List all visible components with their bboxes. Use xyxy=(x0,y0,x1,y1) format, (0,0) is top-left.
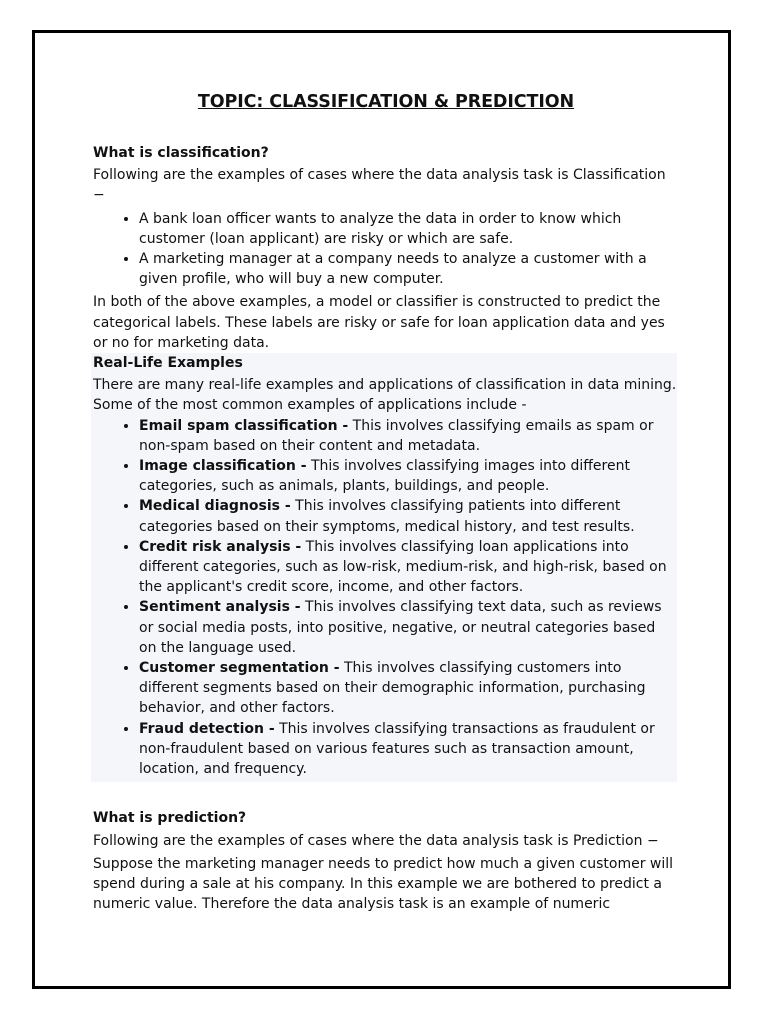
list-item-text: This involves classifying text data, such as reviews or social media posts, into positive, negative, or neutral categories based on the language used. xyxy=(139,599,662,656)
list-item-term: Credit risk analysis - xyxy=(139,538,302,555)
list-item-term: Email spam classification - xyxy=(139,417,349,434)
section-spacer xyxy=(93,782,679,808)
list-item xyxy=(139,496,677,536)
list-item xyxy=(139,456,677,496)
real-life-heading: Real-Life Examples xyxy=(93,355,243,372)
real-life-section xyxy=(91,353,677,782)
list-item-term: Fraud detection - xyxy=(139,720,275,737)
list-item-term: Sentiment analysis - xyxy=(139,599,301,616)
classification-examples-list xyxy=(93,209,679,290)
list-item-text: This involves classifying emails as spam or non-spam based on their content and metadata. xyxy=(139,417,654,454)
list-item-term: Medical diagnosis - xyxy=(139,498,291,515)
prediction-intro: Following are the examples of cases where the data analysis task is Prediction − xyxy=(93,832,659,849)
list-item-term: Customer segmentation - xyxy=(139,660,340,677)
document-body xyxy=(93,90,679,914)
list-item-text: This involves classifying customers into different segments based on their demographic information, purchasing behavior, and other factors. xyxy=(139,660,646,717)
list-item xyxy=(139,597,677,658)
list-item xyxy=(139,537,677,598)
list-item-text: This involves classifying transactions as fraudulent or non-fraudulent based on various features such as transaction amount, location, and frequency. xyxy=(139,720,655,778)
list-item-text: This involves classifying images into different categories, such as animals, plants, buildings, and people. xyxy=(139,458,630,495)
classification-summary: In both of the above examples, a model or classifier is constructed to predict the categorical labels. These labels are risky or safe for loan application data and yes or no for marketing data. xyxy=(93,294,665,351)
list-item: • A bank loan officer wants to analyze the data in order to know which customer (loan applicant) are risky or which are safe. xyxy=(139,209,679,249)
prediction-heading: What is prediction? xyxy=(93,810,247,827)
list-item-text: This involves classifying patients into different categories based on their symptoms, medical history, and test results. xyxy=(139,498,635,535)
real-life-intro: There are many real-life examples and applications of classification in data mining. Some of the most common examples of applications include - xyxy=(93,377,677,414)
list-item-text: This involves classifying loan applications into different categories, such as low-risk, medium-risk, and high-risk, based on the applicant's credit score, income, and other factors. xyxy=(139,538,667,596)
list-item xyxy=(139,416,677,456)
real-life-examples-list xyxy=(93,416,677,780)
classification-intro: Following are the examples of cases where the data analysis task is Classification − xyxy=(93,167,666,204)
list-item xyxy=(139,719,677,780)
list-item: • A marketing manager at a company needs to analyze a customer with a given profile, who will buy a new computer. xyxy=(139,249,679,289)
list-item xyxy=(139,658,677,719)
classification-heading: What is classification? xyxy=(93,145,269,161)
list-item-term: Image classification - xyxy=(139,458,307,475)
prediction-body: Suppose the marketing manager needs to predict how much a given customer will spend during a sale at his company. In this example we are bothered to predict a numeric value. Therefore the data analysis task is an example of numeric xyxy=(93,855,674,913)
page-title: TOPIC: CLASSIFICATION & PREDICTION xyxy=(197,92,575,112)
